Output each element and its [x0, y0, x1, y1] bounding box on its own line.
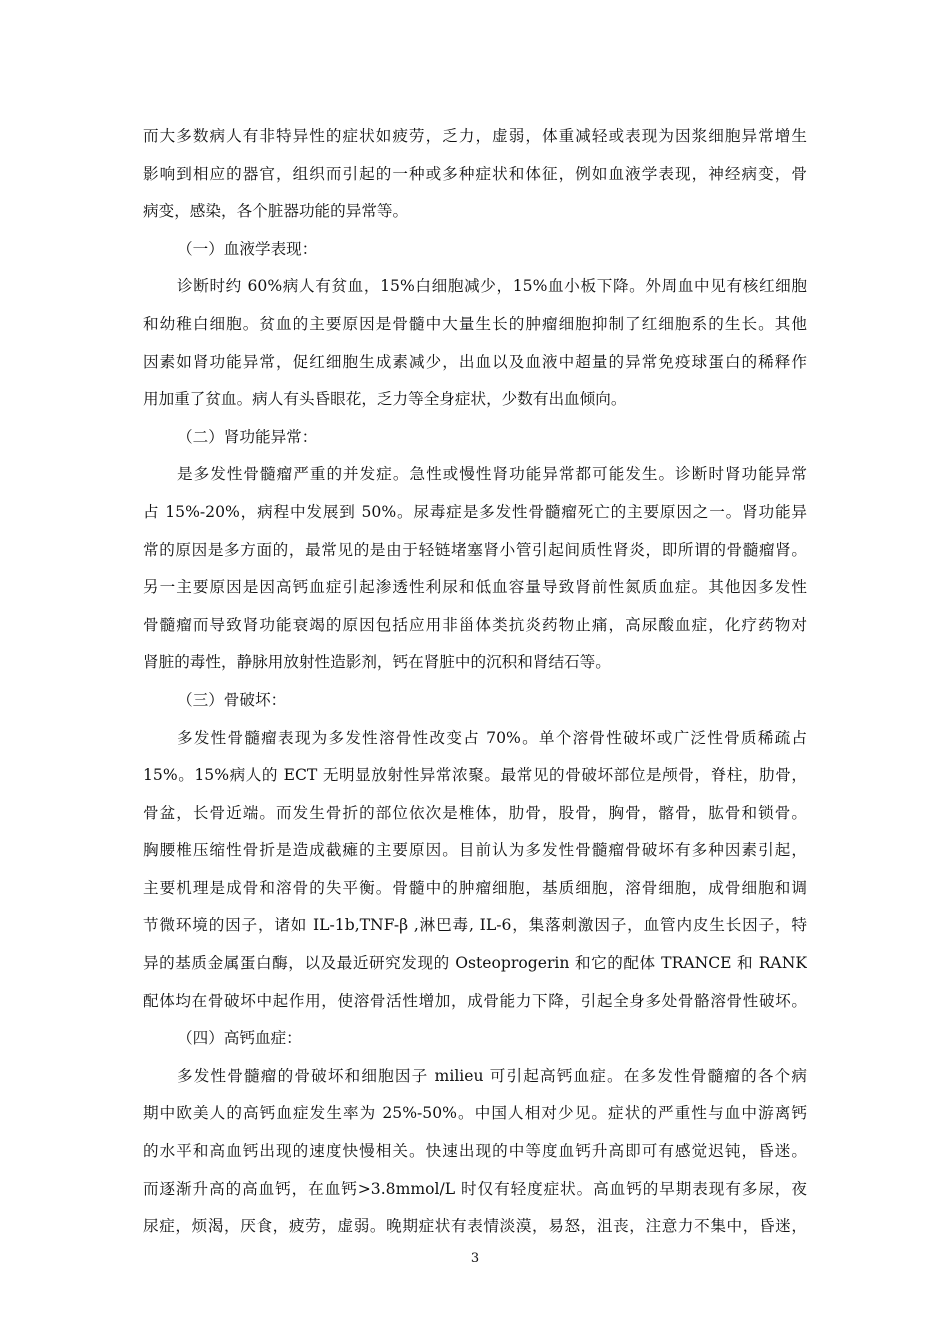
text-line: 异的基质金属蛋白酶，以及最近研究发现的 Osteoprogerin 和它的配体 TRANCE 和 RANK [143, 954, 807, 973]
text-line: 多发性骨髓瘤的骨破坏和细胞因子 milieu 可引起高钙血症。在多发性骨髓瘤的各个病 [177, 1066, 807, 1085]
text-line: 骨髓瘤而导致肾功能衰竭的原因包括应用非甾体类抗炎药物止痛，高尿酸血症，化疗药物对 [143, 615, 807, 634]
text-line: 配体均在骨破坏中起作用，使溶骨活性增加，成骨能力下降，引起全身多处骨骼溶骨性破坏。 [143, 991, 807, 1010]
paragraph-hematology [143, 268, 807, 418]
text-line: 病变，感染，各个脏器功能的异常等。 [143, 202, 409, 221]
text-line: 常的原因是多方面的，最常见的是由于轻链堵塞肾小管引起间质性肾炎，即所谓的骨髓瘤肾。 [143, 540, 807, 559]
text-line: 15%。15%病人的 ECT 无明显放射性异常浓聚。最常见的骨破坏部位是颅骨，脊柱，肋骨， [143, 766, 807, 785]
text-line: 主要机理是成骨和溶骨的失平衡。骨髓中的肿瘤细胞，基质细胞，溶骨细胞，成骨细胞和调 [143, 878, 807, 897]
section-heading-bone: （三）骨破坏： [177, 690, 287, 709]
text-line: 期中欧美人的高钙血症发生率为 25%-50%。中国人相对少见。症状的严重性与血中游离钙 [143, 1104, 807, 1123]
document-body [143, 118, 807, 1246]
text-line: 骨盆，长骨近端。而发生骨折的部位依次是椎体，肋骨，股骨，胸骨，髂骨，肱骨和锁骨。 [143, 803, 807, 822]
text-line: 是多发性骨髓瘤严重的并发症。急性或慢性肾功能异常都可能发生。诊断时肾功能异常 [177, 465, 807, 484]
paragraph-intro [143, 118, 807, 231]
text-line: 多发性骨髓瘤表现为多发性溶骨性改变占 70%。单个溶骨性破坏或广泛性骨质稀疏占 [177, 728, 807, 747]
text-line: 诊断时约 60%病人有贫血，15%白细胞减少，15%血小板下降。外周血中见有核红细胞 [177, 277, 807, 296]
page-number: 3 [470, 1251, 480, 1266]
text-line: 占 15%-20%，病程中发展到 50%。尿毒症是多发性骨髓瘤死亡的主要原因之一。肾功能异 [143, 502, 807, 521]
paragraph-hypercalcemia [143, 1058, 807, 1246]
text-line: 和幼稚白细胞。贫血的主要原因是骨髓中大量生长的肿瘤细胞抑制了红细胞系的生长。其他 [143, 314, 807, 333]
text-line: 另一主要原因是因高钙血症引起渗透性利尿和低血容量导致肾前性氮质血症。其他因多发性 [143, 578, 807, 597]
text-line: 节微环境的因子，诸如 IL-1b,TNF-β ,淋巴毒, IL-6，集落刺激因子，血管内皮生长因子，特 [143, 916, 807, 935]
paragraph-renal [143, 456, 807, 682]
text-line: 影响到相应的器官，组织而引起的一种或多种症状和体征，例如血液学表现，神经病变，骨 [143, 164, 807, 183]
text-line: 而大多数病人有非特异性的症状如疲劳，乏力，虚弱，体重减轻或表现为因浆细胞异常增生 [143, 127, 807, 145]
text-line: 胸腰椎压缩性骨折是造成截瘫的主要原因。目前认为多发性骨髓瘤骨破坏有多种因素引起， [143, 841, 807, 860]
text-line: 肾脏的毒性，静脉用放射性造影剂，钙在肾脏中的沉积和肾结石等。 [143, 653, 611, 672]
text-line: 而逐渐升高的高血钙，在血钙>3.8mmol/L 时仅有轻度症状。高血钙的早期表现有多尿，夜 [143, 1179, 807, 1198]
text-line: 尿症，烦渴，厌食，疲劳，虚弱。晚期症状有表情淡漠，易怒，沮丧，注意力不集中，昏迷， [143, 1217, 807, 1236]
text-line: 因素如肾功能异常，促红细胞生成素减少，出血以及血液中超量的异常免疫球蛋白的稀释作 [143, 352, 807, 371]
section-heading-hematology: （一）血液学表现： [177, 239, 318, 258]
section-heading-hypercalcemia: （四）高钙血症： [177, 1029, 302, 1048]
text-line: 用加重了贫血。病人有头昏眼花，乏力等全身症状，少数有出血倾向。 [143, 390, 627, 409]
section-heading-renal: （二）肾功能异常： [177, 427, 318, 446]
text-line: 的水平和高血钙出现的速度快慢相关。快速出现的中等度血钙升高即可有感觉迟钝，昏迷。 [143, 1142, 807, 1161]
paragraph-bone [143, 720, 807, 1021]
